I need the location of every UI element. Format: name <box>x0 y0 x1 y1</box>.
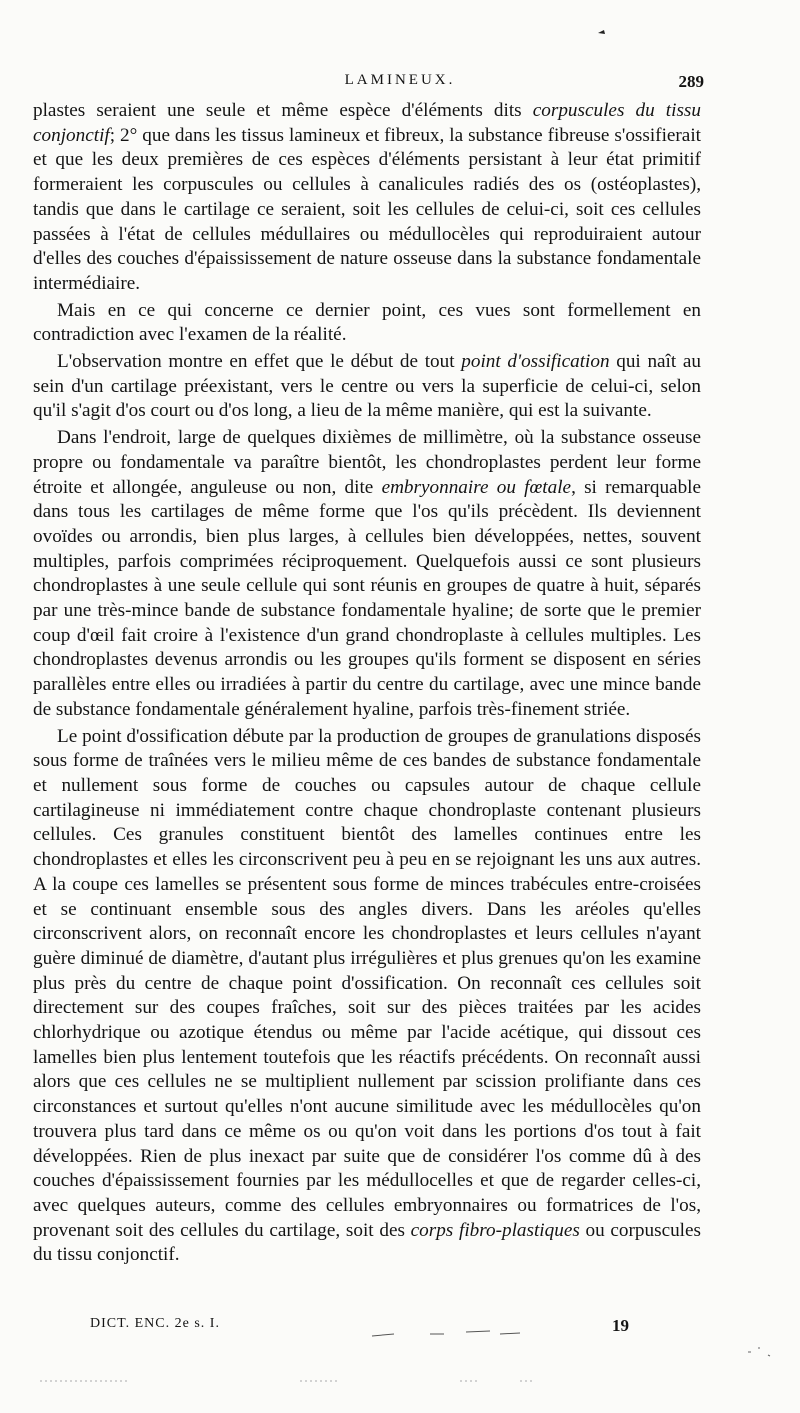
paragraph <box>33 99 701 297</box>
paragraph <box>33 350 701 424</box>
text-run: qui naît au sein d'un cartilage préexistant, vers le centre ou vers la superficie de celui-ci, selon qu'il s'agit d'os court ou d'os long, a lieu de la même manière, qui est la suivante. <box>33 351 702 422</box>
text-run: , si remarquable dans tous les cartilages de même forme que l'os qu'ils précèdent. Ils deviennent ovoïdes ou arrondis, bien plus larges, à cellules bien développées, nettes, souvent multiples, parfois comprimées réciproquement. Quelquefois aussi ce sont plusieurs chondroplastes à une seule cellule qui sont réunis en groupes de quatre à huit, séparés par une très-mince bande de substance fondamentale hyaline; de sorte que le premier coup d'œil fait croire à l'existence d'un grand chondroplaste à cellules multiples. Les chondroplastes devenus arrondis ou les groupes qu'ils forment se disposent en séries parallèles entre elles ou irradiées à partir du centre du cartilage, avec une mince bande de substance fondamentale généralement hyaline, parfois très-finement striée. <box>33 476 702 720</box>
italic-term: embryonnaire ou fœtale <box>381 476 572 498</box>
paragraph <box>33 426 701 722</box>
italic-term: corpuscules du tissu conjonctif <box>33 100 701 146</box>
text-run: ou corpuscules du tissu conjonctif. <box>33 1219 701 1266</box>
italic-term: point d'ossification <box>461 351 610 373</box>
sheet-number: 19 <box>612 1316 629 1335</box>
page-footer <box>0 1316 800 1340</box>
page-number: 289 <box>678 72 704 91</box>
text-run: ; 2° que dans les tissus lamineux et fibreux, la substance fibreuse s'ossifierait et que les deux premières de ces espèces d'éléments persistant à leur état primitif formeraient les corpuscules ou cellules à canalicules radiés des os (ostéoplastes), tandis que dans le cartilage ce seraient, soit les cellules de celui-ci, soit ces cellules passées à l'état de cellules médullaires ou médullocèles qui reproduiraient autour d'elles des couches d'épaississement de nature osseuse dans la substance fondamentale intermédiaire. <box>33 124 701 294</box>
body-text <box>33 99 701 1268</box>
text-run: Le point d'ossification débute par la production de groupes de granulations disposés sous forme de traînées vers le milieu même de ces bandes de substance fondamentale et nullement sous forme de couches ou capsules autour de chaque cellule cartilagineuse ni immédiatement contre chaque chondroplaste contenant plusieurs cellules. Ces granules constituent bientôt des lamelles continues entre les chondroplastes et elles les circonscrivent peu à peu en se rejoignant les uns aux autres. A la coupe ces lamelles se présentent sous forme de minces trabécules entre-croisées et se continuant ensemble sous des angles divers. Dans les aréoles qu'elles circonscrivent alors, on reconnaît encore les chondroplastes et leurs cellules n'ayant guère diminué de diamètre, d'autant plus irrégulières et plus grenues qu'on les examine plus près du centre de chaque point d'ossification. On reconnaît ces cellules soit directement sur des coupes fraîches, soit sur des pièces traitées par les acides chlorhydrique ou azotique étendus ou même par l'acide acétique, qui dissout ces lamelles bien plus lentement toutefois que les réactifs précédents. On reconnaît aussi alors que ces cellules ne se multiplient nullement par scission prolifiante dans ces circonstances et surtout qu'elles n'ont aucune similitude avec les médullocèles qu'on trouvera plus tard dans ce même os ou qu'on voit dans les portions d'os tout à fait développées. Rien de plus inexact par suite que de considérer l'os comme dû à des couches d'épaississement fournies par les médullocelles et que de regarder celles-ci, avec quelques auteurs, comme des cellules embryonnaires ou formatrices de l'os, provenant soit des cellules du cartilage, soit des <box>33 725 701 1241</box>
ink-speck <box>598 30 605 34</box>
corner-speck <box>748 1348 770 1356</box>
italic-term: corps fibro-plastiques <box>410 1219 580 1241</box>
text-run: Dans l'endroit, large de quelques dixièmes de millimètre, où la substance osseuse propre ou fondamentale va paraître bientôt, les chondroplastes perdent leur forme étroite et allongée, anguleuse ou non, dite <box>33 427 701 498</box>
paragraph <box>33 299 701 348</box>
paragraph <box>33 725 701 1268</box>
printer-signature: DICT. ENC. 2e s. I. <box>90 1316 220 1331</box>
text-run: plastes seraient une seule et même espèce d'éléments dits <box>33 100 533 121</box>
text-run: Mais en ce qui concerne ce dernier point, ces vues sont formellement en contradiction avec l'examen de la réalité. <box>33 299 701 346</box>
running-header <box>0 72 800 96</box>
running-title: LAMINEUX. <box>344 72 456 88</box>
text-run: L'observation montre en effet que le début de tout <box>57 351 462 373</box>
